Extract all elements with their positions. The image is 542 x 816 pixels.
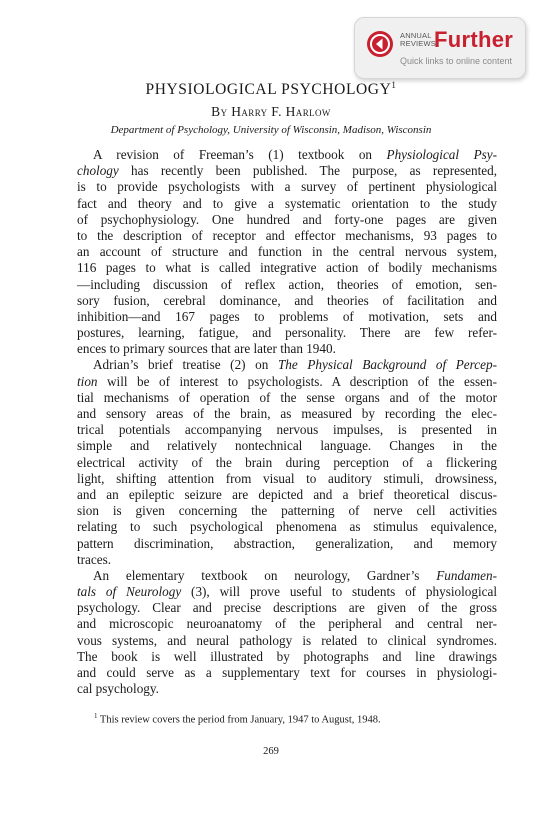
- text-line: trical potentials accompanying nervous impulses, is presented in: [77, 422, 497, 438]
- book-title: tals of Neurology: [77, 584, 182, 600]
- text-line: an account of structure and function in the central nervous system,: [77, 244, 497, 260]
- article-body: [77, 147, 497, 697]
- book-title: chology: [77, 163, 119, 179]
- text-line: vous systems, and neural pathology is related to clinical syndromes.: [77, 632, 497, 648]
- text-line: relating to such psychological phenomena as stimulus equivalence,: [77, 519, 497, 535]
- annual-reviews-logo-icon: [367, 31, 393, 57]
- text-line: simple and relatively nontechnical language. Changes in the: [77, 438, 497, 454]
- text-line: psychology. Clear and precise descriptions are given of the gross: [77, 600, 497, 616]
- text-line: and sensory areas of the brain, as measured by recording the elec-: [77, 406, 497, 421]
- footnote-marker: 1: [94, 712, 98, 720]
- text-line: sion is given concerning the patterning of nerve cell activities: [77, 503, 497, 519]
- text-line: and microscopic neuroanatomy of the peripheral and central ner-: [77, 616, 497, 632]
- text-line: 116 pages to what is called integrative action of bodily mechanisms: [77, 260, 497, 276]
- annual-reviews-further-badge[interactable]: [354, 17, 526, 79]
- badge-further-label: Further: [434, 27, 514, 52]
- text-line: is to provide psychologists with a survey of pertinent physiological: [77, 179, 497, 195]
- title-footnote-marker: 1: [391, 80, 397, 90]
- text-line: inhibition—and 167 pages to problems of motivation, sets and: [77, 308, 497, 324]
- text-line: light, shifting attention from visual to auditory stimuli, drowsiness,: [77, 470, 497, 486]
- text-line: and an epileptic seizure are depicted and a brief theoretical discus-: [77, 486, 497, 502]
- article-affiliation: Department of Psychology, University of Wisconsin, Madison, Wisconsin: [110, 124, 432, 136]
- page-number: 269: [263, 746, 279, 757]
- footnote: $^1$ This review covers the period from January, 1947 to August, 1948.: [94, 712, 381, 726]
- text-line: of psychophysiology. One hundred and forty-one pages are given: [77, 211, 497, 227]
- text-line: tals of Neurology (3), will prove useful to students of physiological: [77, 584, 497, 600]
- text-line: to the description of receptor and effector mechanisms, 93 pages to: [77, 227, 497, 243]
- text-line: traces.: [77, 551, 112, 567]
- text-line: chology has recently been published. The purpose, as represented,: [77, 163, 497, 179]
- badge-brand-text: ANNUAL REVIEWS: [400, 31, 436, 48]
- text-line: and could serve as a supplementary text for courses in physiologi-: [77, 665, 497, 680]
- text-line: An elementary textbook on neurology, Gardner’s Fundamen-: [93, 567, 497, 583]
- text-line: fact and theory and to give a systematic orientation to the study: [77, 195, 497, 211]
- text-line: Adrian’s brief treatise (2) on The Physical Background of Percep-: [93, 357, 497, 373]
- article-author: By Harry F. Harlow: [211, 104, 331, 119]
- text-line: —including discussion of reflex action, theories of emotion, sen-: [77, 276, 497, 292]
- badge-tagline: Quick links to online content: [400, 56, 513, 66]
- text-line: tion will be of interest to psychologists. A description of the essen-: [77, 373, 497, 389]
- text-line: electrical activity of the brain during perception of a flickering: [77, 454, 497, 470]
- book-title: Physiological Psy-: [386, 147, 497, 162]
- text-line: sory fusion, cerebral dominance, and theories of facilitation and: [77, 292, 497, 308]
- text-line: The book is well illustrated by photographs and line drawings: [77, 648, 497, 664]
- article-title: PHYSIOLOGICAL PSYCHOLOGY$^1$: [145, 80, 397, 99]
- book-title: The Physical Background of Percep-: [277, 357, 497, 373]
- text-line: A revision of Freeman’s (1) textbook on Physiological Psy-: [93, 147, 497, 162]
- book-title: Fundamen-: [436, 567, 497, 583]
- text-line: cal psychology.: [77, 681, 159, 697]
- text-line: pattern discrimination, abstraction, generalization, and memory: [77, 535, 497, 551]
- text-line: postures, learning, fatigue, and personality. There are few refer-: [77, 325, 497, 341]
- text-line: ences to primary sources that are later than 1940.: [77, 341, 336, 357]
- text-line: tial mechanisms of operation of the sense organs and of the motor: [77, 389, 497, 405]
- book-title: tion: [77, 373, 98, 389]
